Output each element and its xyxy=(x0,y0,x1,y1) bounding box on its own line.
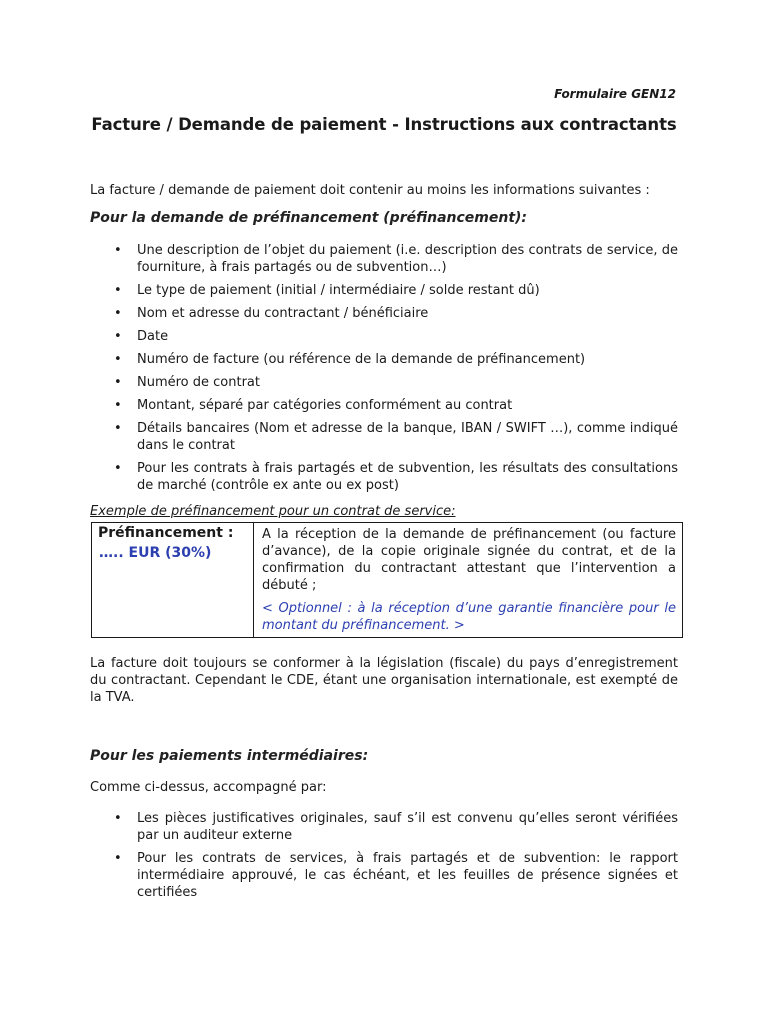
prefinancing-amount: ….. EUR (30%) xyxy=(99,545,212,561)
example-condition-text: A la réception de la demande de préfinancement (ou facture d’avance), de la copie originale signée du contrat, et de la confirmation du contractant attestant que l’intervention a débuté ; xyxy=(262,527,676,593)
form-code: Formulaire GEN12 xyxy=(554,87,676,101)
bullet-icon: • xyxy=(114,352,122,367)
example-left-cell xyxy=(92,523,254,637)
section-heading-intermediate: Pour les paiements intermédiaires: xyxy=(90,748,369,764)
intermediate-intro: Comme ci-dessus, accompagné par: xyxy=(90,780,327,795)
bullet-icon: • xyxy=(114,329,122,344)
bullet-icon: • xyxy=(114,283,122,298)
bullet-icon: • xyxy=(114,375,122,390)
list-item: • Pour les contrats à frais partagés et de subvention, les résultats des consultations de marché (contrôle ex ante ou ex post) xyxy=(114,461,678,493)
prefinancing-requirements-list xyxy=(90,242,678,500)
intro-text: La facture / demande de paiement doit contenir au moins les informations suivantes : xyxy=(90,183,650,198)
bullet-icon: • xyxy=(114,243,122,258)
list-item: • Détails bancaires (Nom et adresse de la banque, IBAN / SWIFT …), comme indiqué dans le contrat xyxy=(114,421,678,453)
tax-note: La facture doit toujours se conformer à la législation (fiscale) du pays d’enregistrement du contractant. Cependant le CDE, étant une organisation internationale, est exempté de la TVA. xyxy=(90,656,678,705)
list-item: • Une description de l’objet du paiement (i.e. description des contrats de service, de fourniture, à frais partagés ou de subvention…) xyxy=(114,243,678,275)
bullet-icon: • xyxy=(114,421,122,436)
example-right-cell xyxy=(254,523,682,637)
bullet-icon: • xyxy=(114,851,122,866)
list-item: • Pour les contrats de services, à frais partagés et de subvention: le rapport intermédiaire approuvé, le cas échéant, et les feuilles de présence signées et certifiées xyxy=(114,851,678,900)
example-optional-text: < Optionnel : à la réception d’une garantie financière pour le montant du préfinancement. > xyxy=(262,601,676,633)
document-title: Facture / Demande de paiement - Instructions aux contractants xyxy=(91,115,677,134)
list-item: • Numéro de facture (ou référence de la demande de préfinancement) xyxy=(114,352,586,367)
list-item: • Le type de paiement (initial / intermédiaire / solde restant dû) xyxy=(114,283,540,298)
intermediate-requirements-list xyxy=(90,810,678,907)
list-item: • Les pièces justificatives originales, sauf s’il est convenu qu’elles seront vérifiées par un auditeur externe xyxy=(114,811,678,843)
bullet-icon: • xyxy=(114,398,122,413)
list-item: • Montant, séparé par catégories conformément au contrat xyxy=(114,398,513,413)
example-label: Exemple de préfinancement pour un contrat de service: xyxy=(90,504,456,519)
bullet-icon: • xyxy=(114,306,122,321)
list-item: • Numéro de contrat xyxy=(114,375,260,390)
prefinancing-example-table xyxy=(91,522,683,638)
list-item: • Nom et adresse du contractant / bénéficiaire xyxy=(114,306,429,321)
bullet-icon: • xyxy=(114,461,122,476)
list-item: • Date xyxy=(114,329,169,344)
prefinancing-label: Préfinancement : xyxy=(98,525,234,541)
bullet-icon: • xyxy=(114,811,122,826)
section-heading-prefinancing: Pour la demande de préfinancement (préfinancement): xyxy=(90,210,528,226)
